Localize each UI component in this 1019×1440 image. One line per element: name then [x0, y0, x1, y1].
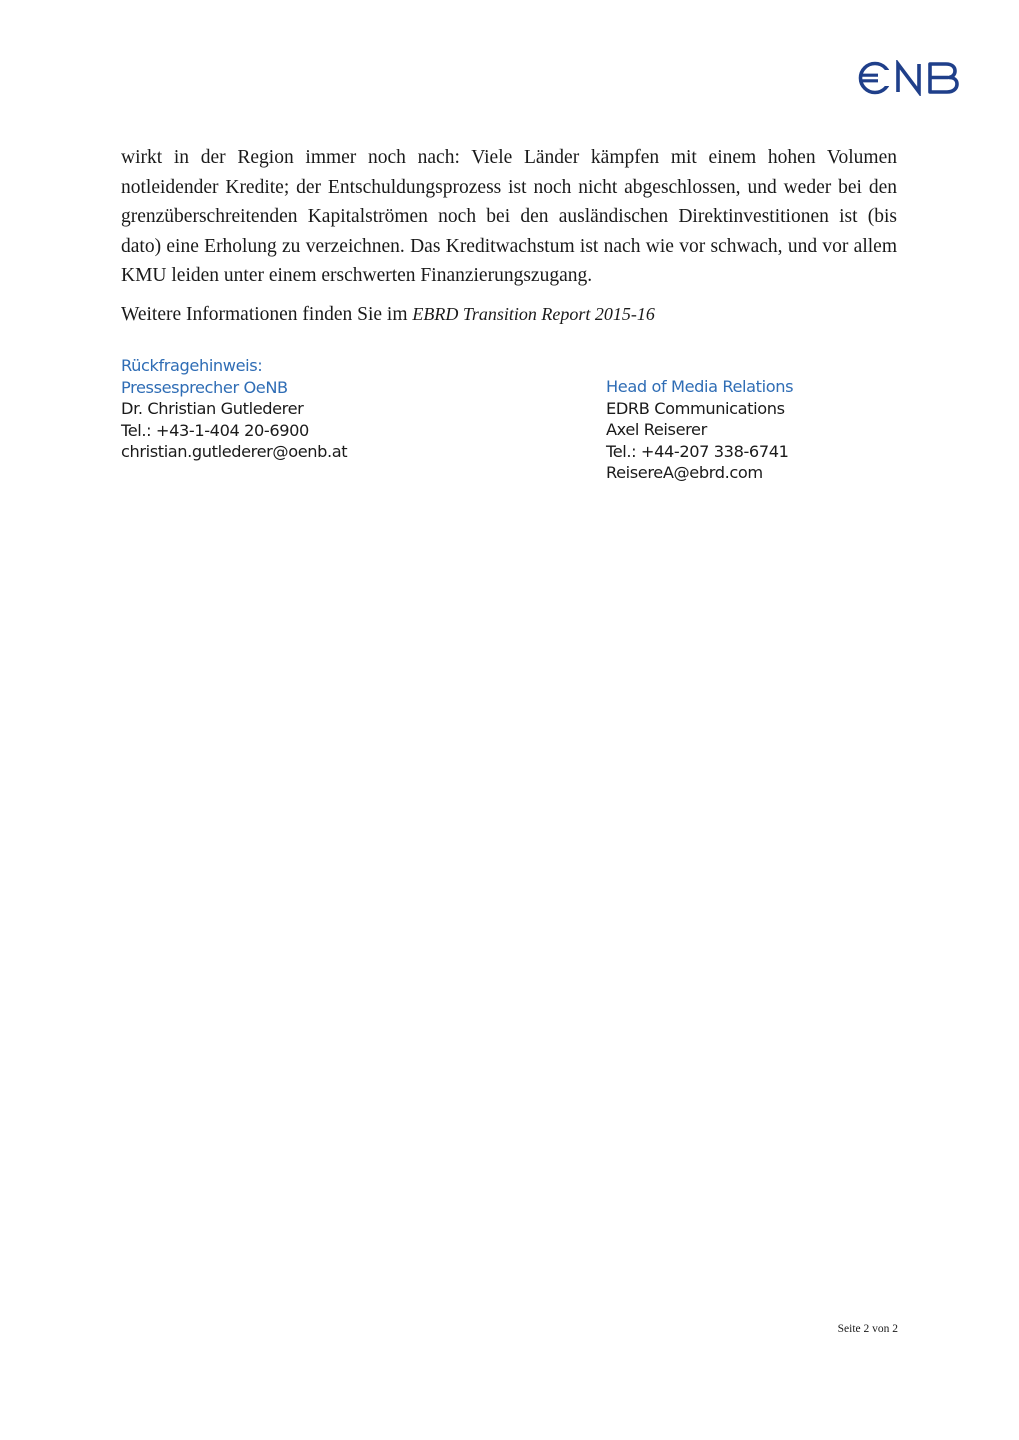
contact-right	[606, 376, 793, 484]
body-paragraph-text: wirkt in der Region immer noch nach: Viele Länder kämpfen mit einem hohen Volumen notleidender Kredite; der Entschuldungsprozess ist noch nicht abgeschlossen, und weder bei den grenzüberschreitenden Kapitalströmen noch bei den ausländischen Direktinvestitionen ist (bis dato) eine Erholung zu verzeichnen. Das Kreditwachstum ist nach wie vor schwach, und vor allem KMU leiden unter einem erschwerten Finanzierungszugang.	[121, 147, 897, 286]
oenb-logo-icon	[858, 60, 964, 96]
report-title: EBRD Transition Report 2015-16	[412, 304, 655, 324]
contact-right-email[interactable]: ReisereA@ebrd.com	[606, 463, 763, 482]
contact-left-email[interactable]: christian.gutlederer@oenb.at	[121, 442, 348, 461]
contact-right-role: Head of Media Relations	[606, 377, 794, 396]
contact-left	[121, 355, 347, 463]
contact-right-name: Axel Reiserer	[606, 420, 707, 439]
contact-left-role: Pressesprecher OeNB	[121, 377, 288, 397]
contact-right-phone: Tel.: +44-207 338-6741	[606, 441, 789, 461]
contact-left-phone: Tel.: +43-1-404 20-6900	[121, 420, 309, 440]
contact-heading: Rückfragehinweis:	[121, 356, 263, 375]
further-info	[121, 300, 897, 329]
oenb-logo	[858, 60, 964, 96]
body-paragraph	[121, 143, 897, 291]
further-info-text: Weitere Informationen finden Sie im	[121, 304, 413, 325]
contact-left-name: Dr. Christian Gutlederer	[121, 399, 304, 418]
contact-right-org: EDRB Communications	[606, 398, 785, 418]
page-number: Seite 2 von 2	[837, 1323, 898, 1335]
